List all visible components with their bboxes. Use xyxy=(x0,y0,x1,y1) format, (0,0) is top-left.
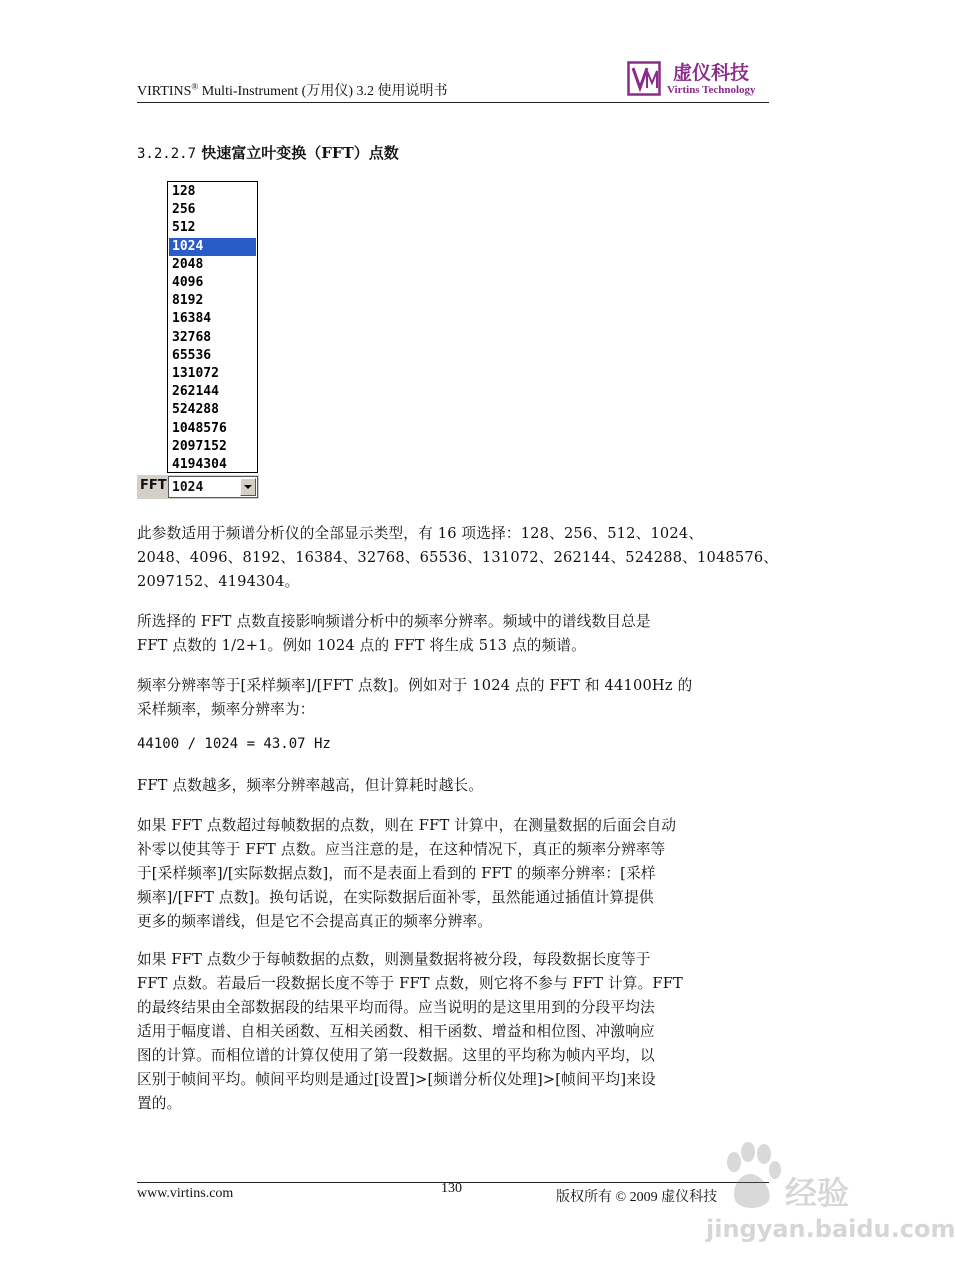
fft-option-32768[interactable]: 32768 xyxy=(172,329,212,345)
paragraph-tradeoff xyxy=(137,774,769,798)
section-heading xyxy=(137,142,399,163)
vm-logo-icon xyxy=(627,61,661,96)
text-line: 如果 FFT 点数超过每帧数据的点数，则在 FFT 计算中，在测量数据的后面会自动 xyxy=(137,817,677,834)
text-line: 此参数适用于频谱分析仪的全部显示类型，有 16 项选择：128、256、512、1024、 xyxy=(137,525,704,542)
resolution-formula: 44100 / 1024 = 43.07 Hz xyxy=(137,736,331,752)
text-line: 置的。 xyxy=(137,1095,182,1112)
text-line: 更多的频率谱线，但是它不会提高真正的频率分辨率。 xyxy=(137,913,493,930)
text-line: 所选择的 FFT 点数直接影响频谱分析中的频率分辨率。频域中的谱线数目总是 xyxy=(137,613,651,630)
fft-combo-value: 1024 xyxy=(172,480,204,495)
text-line: 区别于帧间平均。帧间平均则是通过[设置]>[频谱分析仪处理]>[帧间平均]来设 xyxy=(137,1071,656,1088)
fft-option-8192[interactable]: 8192 xyxy=(172,293,204,309)
paragraph-formula-intro xyxy=(137,674,769,722)
text-line: 频率]/[FFT 点数]。换句话说，在实际数据后面补零，虽然能通过插值计算提供 xyxy=(137,889,654,906)
logo-english-name: Virtins Technology xyxy=(667,84,756,96)
text-line: 补零以使其等于 FFT 点数。应当注意的是，在这种情况下，真正的频率分辨率等 xyxy=(137,841,666,858)
fft-option-65536[interactable]: 65536 xyxy=(172,347,212,363)
fft-option-1048576[interactable]: 1048576 xyxy=(172,420,227,436)
text-line: 2097152、4194304。 xyxy=(137,573,300,590)
paragraph-options xyxy=(137,522,779,594)
fft-option-524288[interactable]: 524288 xyxy=(172,402,219,418)
baidu-paw-icon xyxy=(720,1140,784,1212)
watermark-url: jingyan.baidu.com xyxy=(706,1215,955,1243)
header-doc-title: VIRTINS® Multi-Instrument (万用仪) 3.2 使用说明书 xyxy=(137,81,448,99)
section-title: 快速富立叶变换（FFT）点数 xyxy=(201,144,399,162)
fft-option-131072[interactable]: 131072 xyxy=(172,366,219,381)
text-line: 频率分辨率等于[采样频率]/[FFT 点数]。例如对于 1024 点的 FFT 和 44100Hz 的 xyxy=(137,677,693,694)
watermark-brand: 经验 xyxy=(785,1174,850,1212)
text-line: 2048、4096、8192、16384、32768、65536、131072、262144、524288、1048576、 xyxy=(137,549,779,566)
header-divider xyxy=(137,102,769,103)
chevron-down-icon[interactable] xyxy=(240,478,256,496)
fft-option-4096[interactable]: 4096 xyxy=(172,275,204,290)
text-line: 的最终结果由全部数据段的结果平均而得。应当说明的是这里用到的分段平均法 xyxy=(137,999,655,1016)
text-line: FFT 点数的 1/2+1。例如 1024 点的 FFT 将生成 513 点的频谱。 xyxy=(137,637,586,654)
fft-label: FFT xyxy=(140,478,167,493)
fft-option-512[interactable]: 512 xyxy=(172,220,196,236)
fft-option-2048[interactable]: 2048 xyxy=(172,256,204,272)
fft-size-dropdown-list[interactable] xyxy=(167,181,258,473)
text-line: 如果 FFT 点数少于每帧数据的点数，则测量数据将被分段，每段数据长度等于 xyxy=(137,951,651,968)
text-line: 图的计算。而相位谱的计算仅使用了第一段数据。这里的平均称为帧内平均，以 xyxy=(137,1047,655,1064)
section-number: 3.2.2.7 xyxy=(137,146,197,162)
text-line: 适用于幅度谱、自相关函数、互相关函数、相干函数、增益和相位图、冲激响应 xyxy=(137,1023,655,1040)
footer-copyright: 版权所有 © 2009 虚仪科技 xyxy=(556,1190,718,1205)
fft-option-128[interactable]: 128 xyxy=(172,184,196,199)
fft-option-4194304[interactable]: 4194304 xyxy=(172,457,227,472)
text-line: 采样频率，频率分辨率为： xyxy=(137,701,315,718)
paragraph-segment-averaging xyxy=(137,948,769,1116)
logo-chinese-name: 虚仪科技 xyxy=(673,62,750,84)
page-number: 130 xyxy=(441,1181,462,1196)
text-line: 于[采样频率]/[实际数据点数]，而不是表面上看到的 FFT 的频率分辨率：[采样 xyxy=(137,865,656,882)
fft-option-1024[interactable]: 1024 xyxy=(169,238,256,256)
fft-option-256[interactable]: 256 xyxy=(172,202,196,218)
footer-url: www.virtins.com xyxy=(137,1186,234,1201)
text-line: FFT 点数。若最后一段数据长度不等于 FFT 点数，则它将不参与 FFT 计算。FFT xyxy=(137,975,683,992)
fft-option-2097152[interactable]: 2097152 xyxy=(172,438,227,454)
paragraph-resolution xyxy=(137,610,769,658)
text-line: FFT 点数越多，频率分辨率越高，但计算耗时越长。 xyxy=(137,777,484,794)
fft-size-combobox[interactable] xyxy=(168,476,258,498)
fft-option-16384[interactable]: 16384 xyxy=(172,311,212,327)
fft-option-262144[interactable]: 262144 xyxy=(172,384,219,400)
paragraph-zero-padding xyxy=(137,814,769,934)
